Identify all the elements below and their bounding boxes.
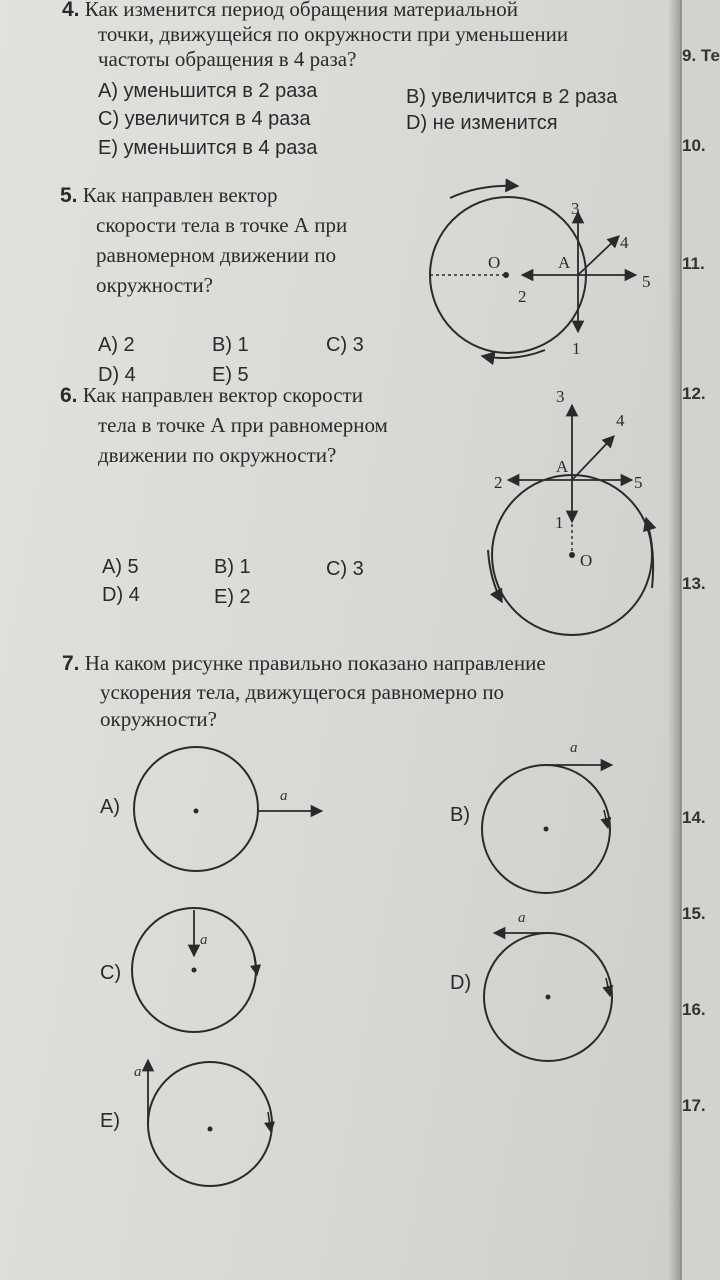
question-line: Как изменится период обращения материальной xyxy=(84,0,518,21)
trajectory-circle xyxy=(148,1062,272,1186)
sidebar-question-10: 10. xyxy=(682,136,706,155)
option-d: D) 4 xyxy=(102,584,140,606)
label-4: 4 xyxy=(616,411,625,430)
vector-4 xyxy=(572,436,614,480)
figure-7b-label: B) xyxy=(450,804,470,826)
label-2: 2 xyxy=(494,473,503,492)
sidebar-question-16: 16. xyxy=(682,1000,706,1019)
center-point xyxy=(208,1127,213,1132)
option-c: C) 3 xyxy=(326,558,364,580)
label-3: 3 xyxy=(556,387,565,406)
label-3: 3 xyxy=(571,199,580,218)
question-line: Как направлен вектор скорости xyxy=(82,383,363,407)
question-5-line-4: окружности? xyxy=(96,273,213,297)
sidebar-question-14: 14. xyxy=(682,808,706,827)
option-d: D) 4 xyxy=(98,364,136,386)
question-number: 5. xyxy=(60,184,78,207)
figure-7a xyxy=(134,747,322,871)
question-5-line-3: равномерном движении по xyxy=(96,243,337,267)
vector-label: a xyxy=(280,788,288,804)
figure-7e xyxy=(134,1060,272,1186)
label-2: 2 xyxy=(518,287,527,306)
option-b: B) 1 xyxy=(214,556,251,578)
figure-7a-label: A) xyxy=(100,796,120,818)
question-6 xyxy=(60,382,363,409)
question-7-line-2: ускорения тела, движущегося равномерно по xyxy=(100,680,505,704)
point-label: A xyxy=(556,457,569,476)
figure-7c-label: C) xyxy=(100,962,122,984)
question-4-line-3: частоты обращения в 4 раза? xyxy=(98,47,357,71)
vector-label: a xyxy=(134,1064,142,1080)
figure-6-circle-velocity xyxy=(488,387,653,635)
center-point xyxy=(192,968,197,973)
option-e: E) 2 xyxy=(214,586,251,608)
label-1: 1 xyxy=(555,513,564,532)
question-5-line-2: скорости тела в точке А при xyxy=(96,213,348,237)
option-e: E) уменьшится в 4 раза xyxy=(98,137,318,159)
vector-label: a xyxy=(570,740,578,756)
center-point xyxy=(544,827,549,832)
question-line: Как направлен вектор xyxy=(82,183,278,207)
sidebar-question-11: 11. xyxy=(682,254,705,273)
sidebar-question-12: 12. xyxy=(682,384,706,403)
center-point xyxy=(503,272,509,278)
center-label: O xyxy=(580,551,593,570)
option-b: B) 1 xyxy=(212,334,249,356)
center-point xyxy=(194,809,199,814)
option-e: E) 5 xyxy=(212,364,249,386)
label-5: 5 xyxy=(634,473,643,492)
label-5: 5 xyxy=(642,272,651,291)
question-6-line-3: движении по окружности? xyxy=(98,443,337,467)
option-a: A) уменьшится в 2 раза xyxy=(98,80,318,102)
center-point xyxy=(569,552,575,558)
option-d: D) не изменится xyxy=(406,112,558,134)
question-6-line-2: тела в точке А при равномерном xyxy=(98,413,388,437)
question-number: 6. xyxy=(60,384,78,407)
option-a: A) 5 xyxy=(102,556,139,578)
question-number: 4. xyxy=(62,0,80,21)
label-1: 1 xyxy=(572,339,581,358)
figure-7d-label: D) xyxy=(450,972,472,994)
question-line: На каком рисунке правильно показано направление xyxy=(84,651,546,675)
figure-7e-label: E) xyxy=(100,1110,120,1132)
figure-7b xyxy=(482,740,612,893)
sidebar-question-9: 9. Те xyxy=(682,46,720,65)
center-label: O xyxy=(488,253,501,272)
figure-7d xyxy=(484,910,612,1061)
question-number: 7. xyxy=(62,652,80,675)
vector-label: a xyxy=(518,910,526,926)
option-b: B) увеличится в 2 раза xyxy=(406,86,618,108)
question-7-line-3: окружности? xyxy=(100,707,217,731)
sidebar-question-17: 17. xyxy=(682,1096,706,1115)
point-label: A xyxy=(558,253,571,272)
label-4: 4 xyxy=(620,233,629,252)
sidebar-question-13: 13. xyxy=(682,574,706,593)
option-a: A) 2 xyxy=(98,334,135,356)
vector-label: a xyxy=(200,932,208,948)
option-c: C) 3 xyxy=(326,334,364,356)
option-c: C) увеличится в 4 раза xyxy=(98,108,311,130)
question-4-line-2: точки, движущейся по окружности при уменьшении xyxy=(98,22,569,46)
sidebar-question-15: 15. xyxy=(682,904,706,923)
center-point xyxy=(546,995,551,1000)
figure-7c xyxy=(132,908,257,1032)
question-7 xyxy=(62,650,546,677)
